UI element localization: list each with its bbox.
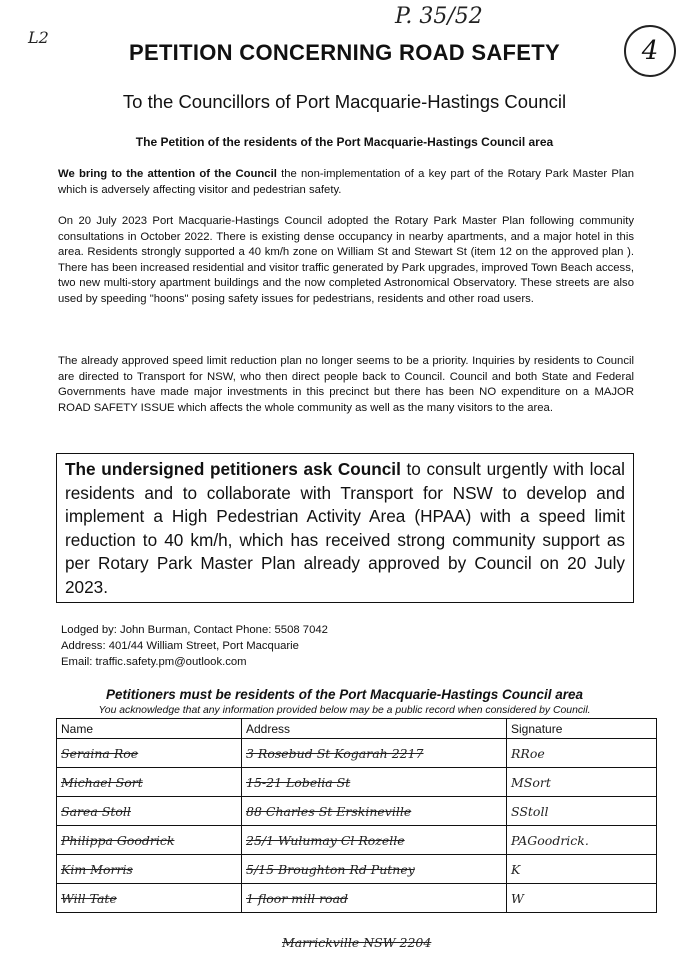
circled-number: 4 <box>624 25 676 77</box>
petition-request-box <box>56 453 634 603</box>
signer-name: Sarea Stoll <box>57 797 242 826</box>
table-row <box>57 739 657 768</box>
signer-name: Kim Morris <box>57 855 242 884</box>
table-row <box>57 768 657 797</box>
signer-address: 25/1 Wulumay Cl Rozelle <box>242 826 507 855</box>
page-title: PETITION CONCERNING ROAD SAFETY <box>129 40 560 65</box>
signer-address: 5/15 Broughton Rd Putney <box>242 855 507 884</box>
signer-address: 88 Charles St Erskineville <box>242 797 507 826</box>
signer-name: Seraina Roe <box>57 739 242 768</box>
signer-signature: W <box>507 884 657 913</box>
contact-email: Email: traffic.safety.pm@outlook.com <box>61 656 247 668</box>
signer-address: 3 Rosebud St Kogarah 2217 <box>242 739 507 768</box>
petition-rest: to consult urgently with local residents and to collaborate with Transport for NSW to develop and implement a High Pedestrian Activity Area (HPAA) with a speed limit reduction to 40 km/h, which has received strong community support as per Rotary Park Master Plan already approved by Council on 20 July 2023. <box>65 459 625 597</box>
signer-name: Michael Sort <box>57 768 242 797</box>
handwritten-page-ref: P. 35/52 <box>395 4 483 29</box>
header-signature: Signature <box>507 719 657 739</box>
signer-signature: PAGoodrick. <box>507 826 657 855</box>
contact-address: Address: 401/44 William Street, Port Macquarie <box>61 640 299 652</box>
signer-address: 1 floor mill road <box>242 884 507 913</box>
petition-bold: The undersigned petitioners ask Council <box>65 459 401 479</box>
table-row <box>57 797 657 826</box>
table-row <box>57 826 657 855</box>
residents-note: Petitioners must be residents of the Port Macquarie-Hastings Council area <box>105 687 584 702</box>
background-paragraph: On 20 July 2023 Port Macquarie-Hastings Council adopted the Rotary Park Master Plan following community consultations in October 2022. There is existing dense occupancy in nearby apartments, and a major hotel in this area. Residents strongly supported a 40 km/h zone on William St and Stewart St (item 12 on the approved plan ). There has been increased residential and visitor traffic generated by Park upgrades, improved Town Beach access, two new multi-story apartment buildings and the now completed Astronomical Observatory. These streets are also used by speeding "hoons" posing safety issues for pedestrians, residents and other road users. <box>58 215 634 305</box>
signer-signature: K <box>507 855 657 884</box>
signer-name: Philippa Goodrick <box>57 826 242 855</box>
intro-paragraph <box>58 167 634 198</box>
header-address: Address <box>242 719 507 739</box>
intro-bold: We bring to the attention of the Council <box>58 168 277 180</box>
petition-subheading: The Petition of the residents of the Port Macquarie-Hastings Council area <box>135 135 554 149</box>
signer-signature: SStoll <box>507 797 657 826</box>
table-row <box>57 884 657 913</box>
signature-table <box>56 718 657 913</box>
signer-address: 15-21 Lobelia St <box>242 768 507 797</box>
addressee-line: To the Councillors of Port Macquarie-Hastings Council <box>122 91 567 112</box>
signer-name: Will Tate <box>57 884 242 913</box>
address-continuation: Marrickville NSW 2204 <box>282 935 432 950</box>
lodged-by: Lodged by: John Burman, Contact Phone: 5508 7042 <box>61 624 328 636</box>
acknowledgement-note: You acknowledge that any information provided below may be a public record when considered by Council. <box>98 705 591 716</box>
contact-block <box>61 622 328 670</box>
signer-signature: MSort <box>507 768 657 797</box>
signature-table-header <box>57 719 657 739</box>
handwritten-ref-left: L2 <box>28 28 49 47</box>
table-row <box>57 855 657 884</box>
priority-paragraph: The already approved speed limit reduction plan no longer seems to be a priority. Inquiries by residents to Council are directed to Transport for NSW, who then direct people back to Council. Council and both State and Federal Governments have made major investments in this precinct but there has been NO expenditure on a MAJOR ROAD SAFETY ISSUE which affects the whole community as well as the many visitors to the area. <box>58 355 634 414</box>
intro-rest: the non-implementation of a key part of the Rotary Park Master Plan which is adversely affecting visitor and pedestrian safety. <box>58 168 634 196</box>
header-name: Name <box>57 719 242 739</box>
signer-signature: RRoe <box>507 739 657 768</box>
